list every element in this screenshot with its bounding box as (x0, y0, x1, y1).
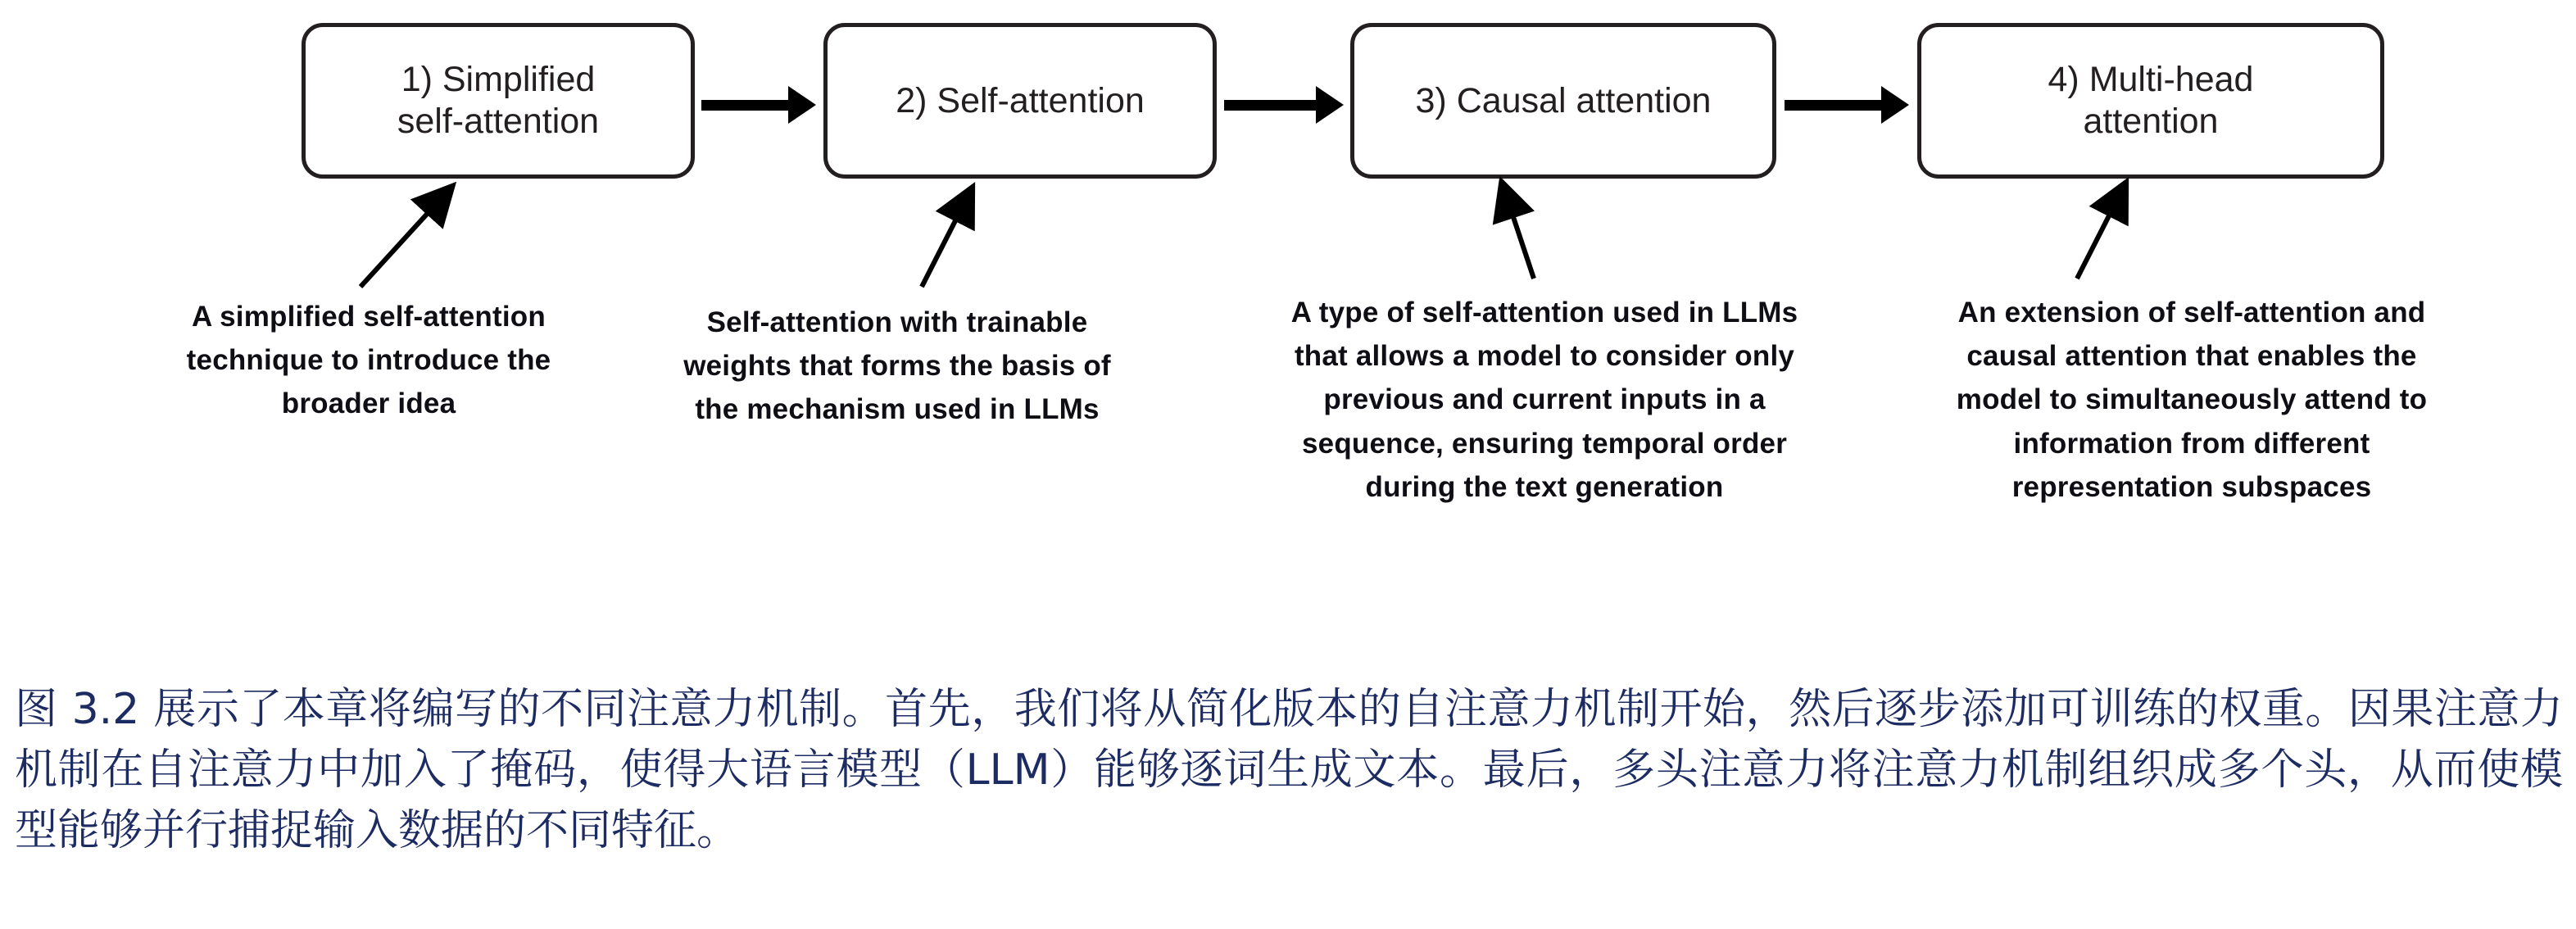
stage-caption-2 (631, 301, 1163, 432)
stage-box-3 (1350, 23, 1776, 179)
arrow-shaft (1785, 100, 1882, 111)
arrow-shaft (701, 100, 789, 111)
caption-line: A type of self-attention used in LLMs (1290, 297, 1798, 329)
caption-line: representation subspaces (2011, 470, 2372, 503)
caption-line: Self-attention with trainable (706, 306, 1088, 338)
pointer-arrow-1 (361, 193, 447, 287)
arrow-stage3-to-stage4 (1785, 98, 1909, 111)
arrow-stage2-to-stage3 (1224, 98, 1344, 111)
arrow-head (1316, 86, 1344, 124)
stage-caption-3 (1221, 291, 1868, 509)
caption-line: the mechanism used in LLMs (695, 393, 1100, 426)
pointer-arrow-2 (922, 195, 968, 287)
stage-caption-1 (115, 295, 623, 426)
stage-box-1 (302, 23, 695, 179)
caption-line: that allows a model to consider only (1294, 340, 1795, 373)
arrow-shaft (1224, 100, 1317, 111)
caption-line: technique to introduce the (186, 344, 551, 377)
paragraph-text: 图 3.2 展示了本章将编写的不同注意力机制。首先，我们将从简化版本的自注意力机制开始，然后逐步添加可训练的权重。因果注意力机制在自注意力中加入了掩码，使得大语言模型（LLM）能够逐词生成文本。最后，多头注意力将注意力机制组织成多个头，从而使模型能够并行捕捉输入数据的不同特征。 (15, 685, 2563, 855)
stage-box-3-label: 3) Causal attention (1415, 80, 1712, 120)
caption-line: sequence, ensuring temporal order (1301, 427, 1788, 460)
caption-line: during the text generation (1365, 470, 1724, 503)
caption-line: model to simultaneously attend to (1956, 383, 2428, 416)
arrow-head (788, 86, 816, 124)
figure-description-paragraph (15, 680, 2563, 861)
stage-box-2-label: 2) Self-attention (896, 80, 1145, 120)
caption-line: weights that forms the basis of (683, 350, 1111, 383)
arrow-head (1881, 86, 1909, 124)
caption-line: An extension of self-attention and (1957, 297, 2426, 329)
caption-line: causal attention that enables the (1966, 340, 2417, 373)
stage-box-4-label: 4) Multi-head attention (2048, 60, 2254, 141)
stage-box-4 (1917, 23, 2384, 179)
caption-line: previous and current inputs in a (1323, 383, 1766, 416)
stage-box-1-label: 1) Simplified self-attention (397, 60, 600, 141)
stage-caption-4 (1893, 291, 2491, 509)
stage-box-2 (823, 23, 1217, 179)
pointer-arrow-4 (2077, 190, 2122, 279)
arrow-stage1-to-stage2 (701, 98, 816, 111)
caption-line: information from different (2013, 427, 2370, 460)
caption-line: A simplified self-attention (192, 301, 546, 333)
pointer-arrow-3 (1504, 190, 1534, 279)
caption-line: broader idea (281, 387, 456, 420)
